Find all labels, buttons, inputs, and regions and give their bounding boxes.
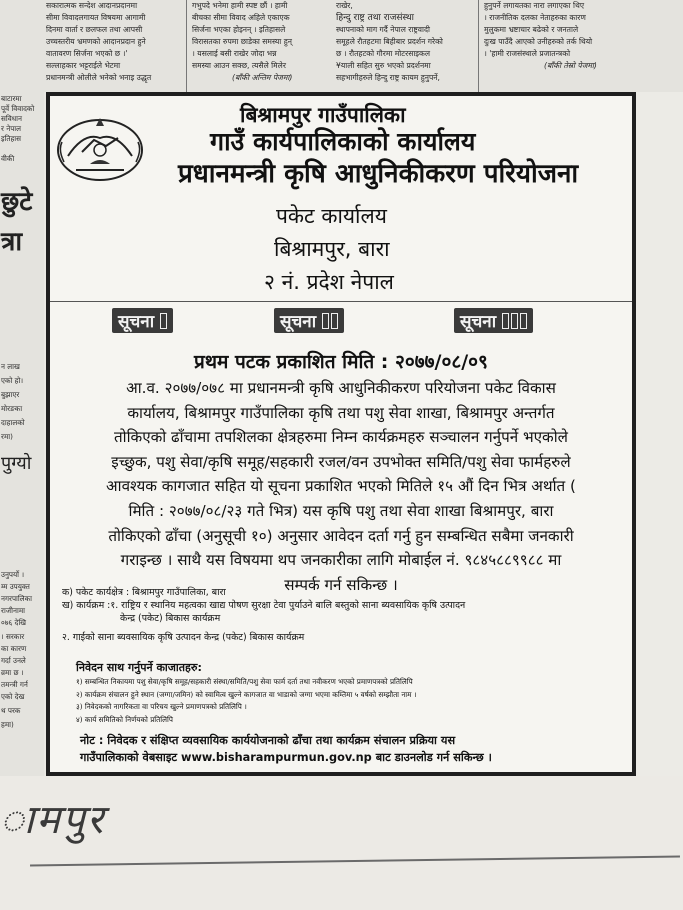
news-line: सहभागीहरुले हिन्दु राष्ट्र कायम हुनुपर्ने, [336,73,440,82]
news-line: ¥याली सहित सुरु भएको प्रदर्शनमा [336,61,431,70]
government-emblem-icon [54,112,146,184]
box-mark [331,313,338,329]
news-line: राखेर, [336,1,353,10]
handwritten-note: ामपुर [0,797,106,843]
body-line: आवश्यक कागजात सहित यो सूचना प्रकाशित भएको मितिले १५ औं दिन भित्र अर्थात ( [106,477,576,496]
news-line: वीकी [1,154,15,163]
notice-label [274,308,344,333]
newspaper-top-strip [0,0,683,92]
notice-body [68,376,614,597]
news-line: । 'हामी राजसंस्थाले प्रजातन्त्रको [484,49,571,58]
news-line: बीचका सीमा विवाद अहिले एकाएक [192,13,290,22]
body-line: कार्यालय, बिश्रामपुर गाउँपालिका कृषि तथा पशु सेवा शाखा, बिश्रामपुर अन्तर्गत [127,403,555,422]
list-item: २) कार्यक्रम संचालन हुने स्थान (जग्गा/जमिन) को स्वामित्व खुल्ने कागजात वा भाडाको जग्गा भएमा कम्तिमा ५ वर्षको सम्झौता नाम । [76,689,417,699]
news-line: विरासतका रुपमा छाडेका समस्या हुन् [192,37,292,46]
news-line: व्रमा छ । [1,668,24,677]
column-divider [478,0,479,92]
province-line: २ नं. प्रदेश नेपाल [264,270,394,294]
note-line: नोट : निवेदक र संक्षिप्त व्यवसायिक कार्ययोजनाको ढाँचा तथा कार्यक्रम संचालन प्रक्रिया यस [80,734,456,747]
news-line: बाटारमा [1,94,22,103]
news-line: दाहालको [1,418,25,427]
news-line: स्थापनाको माग गर्दै नेपाल राष्ट्रवादी [336,25,430,34]
headline-fragment: पुग्यो [1,453,32,474]
notice-tabs-bar [50,301,632,342]
box-mark [160,313,167,329]
news-line: तमन्त्री गर्न [1,680,28,689]
news-line: सविधान [1,114,22,123]
body-line: गराइन्छ । साथै यस विषयमा थप जनकारीका लागि मोबाईल नं. ९८४५८८९९८८ मा [120,551,562,570]
news-line: प्रधानमन्त्री ओलीले भनेको भनाइ उद्धृत [46,73,152,82]
news-line: रमा) [1,432,13,441]
note-line: गाउँपालिकाको वेबसाइट www.bisharampurmun.gov.np बाट डाउनलोड गर्न सकिन्छ । [80,751,492,764]
required-documents-heading: निवेदन साथ गर्नुपर्ने काजातहरु: [76,661,202,674]
news-line: बुझाएर [1,390,20,399]
body-line: मिति : २०७७/०८/२३ गते भित्र) यस कृषि पशु तथा सेवा शाखा बिश्रामपुर, बारा [128,501,554,520]
news-line: राजीनामा [1,606,26,615]
box-mark [502,313,509,329]
news-line: गर्दा उनले [1,656,26,665]
news-line: समस्या आउन सक्छ, त्यसैले मिलेर [192,61,286,70]
news-line: उनुपर्यो । [1,570,25,579]
news-line: समूहले रौतहटमा बिहीबार प्रदर्शन गरेको [336,37,443,46]
notice-label [454,308,533,333]
office-title: गाउँ कार्यपालिकाको कार्यालय [210,127,476,156]
news-line: ०७६ देखि [1,618,27,627]
news-line: गभुपदे भनेमा हामी स्पष्ट छौं । हामी [192,1,288,10]
news-line: मुलुकमा भ्रष्टाचार बढेको र जनताले [484,25,579,34]
body-line: सम्पर्क गर्न सकिन्छ । [284,575,398,594]
news-line: दुःख पाउँदै आएको उनीहरुको तर्क थियो [484,37,593,46]
newspaper-column-3 [336,0,476,84]
news-line: थ परक [1,706,21,715]
news-line: न लाख [1,362,20,371]
list-item: केन्द्र (पकेट) बिकास कार्यक्रम [120,613,221,624]
required-documents-list [76,676,616,726]
notice-label [112,308,173,333]
newspaper-column-4 [484,0,634,72]
news-line: इतिहास [1,134,22,143]
public-notice [46,92,636,776]
box-mark [322,313,329,329]
body-line: तोकिएको ढाँचा (अनुसूची १०) अनुसार आवेदन दर्ता गर्नु हुन सम्बन्धित सबैमा जनकारी [108,526,574,545]
headline-fragment: छुटे [1,187,33,217]
list-item: २. गाईको साना ब्यवसायिक कृषि उत्पादन केन्द्र (पकेट) बिकास कार्यक्रम [62,632,305,643]
headline-fragment: त्रा [1,227,23,257]
news-line: मोरङका [1,404,23,413]
news-line: हिन्दु राष्ट्र तथा राजसंस्था [336,13,414,23]
news-line: दिनमा वार्ता र छलफल तथा आपसी [46,25,143,34]
program-list [62,586,622,644]
news-line: र नेपाल [1,124,22,133]
notice-label-text: सूचना [280,312,323,332]
body-line: इच्छुक, पशु सेवा/कृषि समूह/सहकारी रजल/वन उपभोक्त समिति/पशु सेवा फार्महरुले [111,452,571,471]
news-line: सिर्जना भएका होइनन् । इतिहासले [192,25,286,34]
news-line: (बाँकी तेस्रो पेजमा) [544,61,597,70]
publication-date: प्रथम पटक प्रकाशित मिति : २०७७/०८/०९ [194,351,488,373]
list-item: १) सम्बन्धित निकायमा पशु सेवा/कृषि समूह/सहकारी संस्था/समिति/पशु सेवा फार्म दर्ता तथा नवीकरण भएको प्रमाणपत्रको प्रतिलिपि [76,677,413,686]
news-line: सीमा विवादलगायत विषयमा आगामी [46,13,146,22]
list-item: ख) कार्यक्रम :१. राष्ट्रिय र स्थानिय महत्वका खाद्य पोषण सुरक्षा टेवा पुर्याउने बालि बस्तुको साना ब्यवसायिक कृषि उत्पादन [62,600,466,611]
news-line: उच्चस्तरीय भ्रमणको आदानप्रदान हुने [46,37,146,46]
news-line: । राजनीतिक दलका नेताहरुका कारण [484,13,586,22]
notice-header [50,96,632,301]
news-line: एको हो। [1,376,24,385]
newspaper-column-2 [192,0,332,84]
body-line: तोकिएको ढाँचामा तपशिलका क्षेत्रहरुमा निम्न कार्यक्रमहरु सञ्चालन गर्नुपर्ने भएकोले [114,428,568,447]
news-line: एको देख [1,692,25,701]
news-line: नगरपालिका [1,594,33,603]
notice-note [80,732,626,766]
news-line: वातावरण सिर्जना भएको छ ।' [46,49,128,58]
column-divider [186,0,187,92]
paper-right-margin [636,92,683,782]
list-item: क) पकेट कार्यक्षेत्र : बिश्रामपुर गाउँपालिका, बारा [62,587,226,598]
box-mark [520,313,527,329]
news-line: छ । रौतहटको गौरमा मोटरसाइकल [336,49,431,58]
news-line: म्म उपयुक्त [1,582,30,591]
project-title: प्रधानमन्त्री कृषि आधुनिकीकरण परियोजना [178,159,579,189]
notice-label-text: सूचना [118,312,161,332]
news-line: । यसलाई बसी राखेर जोदा भन्न [192,49,277,58]
place-line: बिश्रामपुर, बारा [274,237,390,261]
news-line: हमा) [1,720,14,729]
org-name: बिश्रामपुर गाउँपालिका [240,103,406,127]
newspaper-column-1 [46,0,186,84]
list-item: ४) कार्य समितिको निर्णयको प्रतिलिपि [76,714,173,724]
news-line: । सरकार [1,632,25,641]
newspaper-left-strip [0,92,44,782]
news-line: सल्लाहकार भट्टराईले भेटमा [46,61,121,70]
news-line: पूर्वे विवादको [1,104,35,113]
box-mark [511,313,518,329]
news-line: का कारण [1,644,27,653]
list-item: ३) निवेदकको नागरिकता वा परिचय खुल्ने प्रमाणपत्रको प्रतिलिपि । [76,702,247,712]
notice-label-text: सूचना [460,312,503,332]
body-line: आ.व. २०७७/०७८ मा प्रधानमन्त्री कृषि आधुनिकीकरण परियोजना पकेट विकास [126,379,556,397]
news-line: (बाँकी अन्तिम पेजमा) [232,73,293,82]
news-line: हुनुपर्ने लगायतका नारा लगाएका थिए [484,1,585,10]
office-subtitle: पकेट कार्यालय [276,204,387,228]
news-line: सकारात्मक सन्देश आदानप्रदानमा [46,1,138,10]
